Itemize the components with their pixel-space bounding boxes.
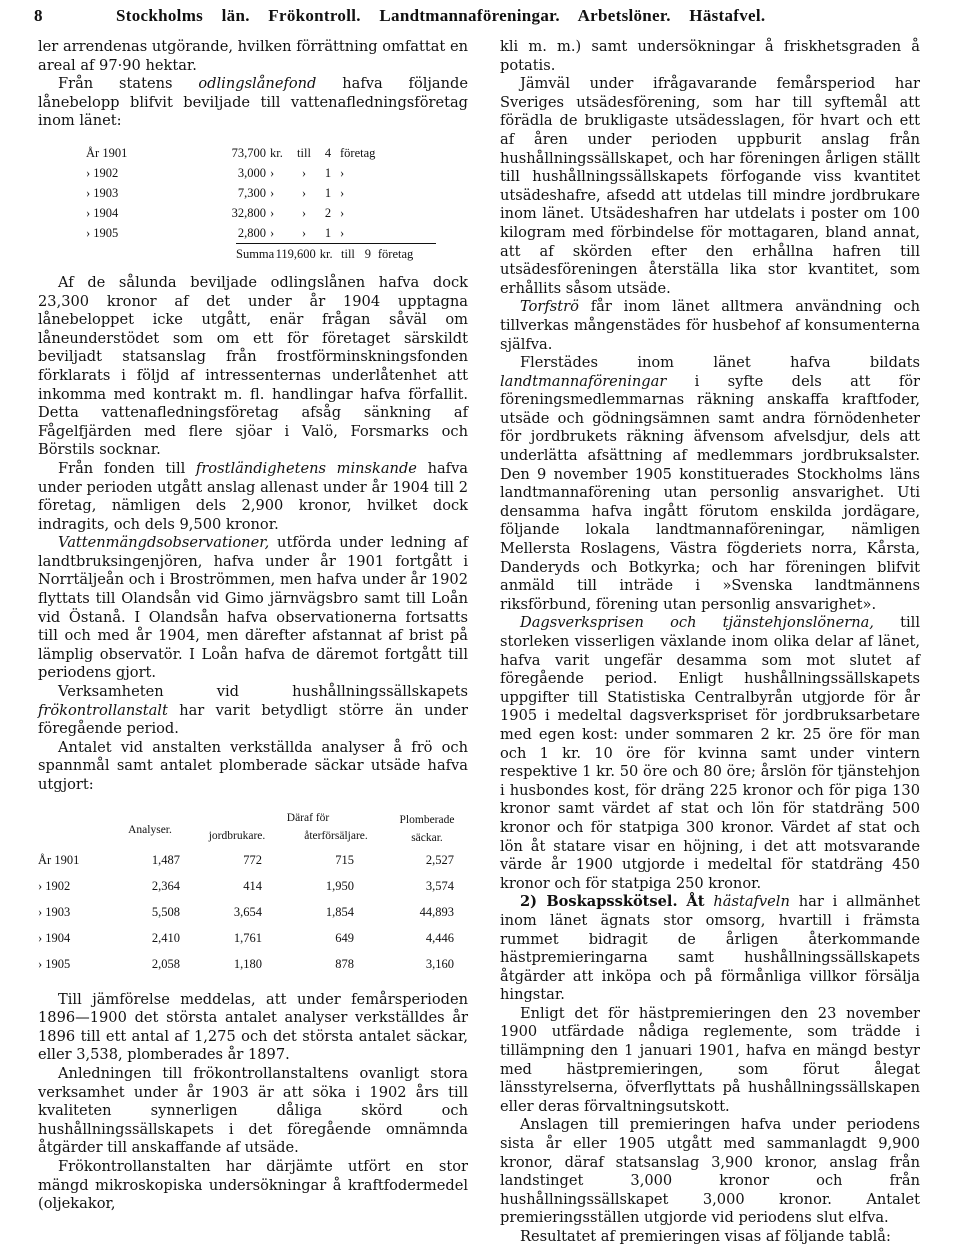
analysis-row: › 1904 2,410 1,761 649 4,446 [38, 930, 454, 945]
paragraph: Från statens odlingslånefond hafva följande lånebelopp blifvit beviljade till vattenafledningsföretag inom länet: [38, 75, 468, 130]
right-column [500, 38, 920, 1247]
analysis-row: › 1905 2,058 1,180 878 3,160 [38, 956, 454, 971]
col-plomberade: Plomberade säckar. [399, 813, 455, 845]
paragraph: kli m. m.) samt undersökningar å friskhetsgraden å potatis. [500, 38, 920, 74]
loan-row: År 1901 73,700 kr. till 4 företag [86, 145, 376, 160]
emphasis: landtmannaföreningar [500, 372, 667, 390]
page-number: 8 [34, 6, 43, 25]
emphasis: Vattenmängdsobservationer, [58, 534, 270, 552]
paragraph: Anledningen till frökontrollanstaltens ovanligt stora verksamhet under år 1903 är att söka i 1902 års till kvaliteten synnerligen dåliga skörd och hushållningssällskapets i det föregående omnämnda åtgärder till anskaffande af utsäde. [38, 1064, 468, 1157]
analysis-table-header [38, 809, 468, 847]
loan-row: › 1904 32,800 › › 2 › [86, 205, 345, 220]
analysis-row: › 1902 2,364 414 1,950 3,574 [38, 878, 454, 893]
loan-sum-row: Summa 119,600 kr. till 9 företag [236, 243, 436, 264]
emphasis: hästafveln [713, 893, 790, 911]
analysis-row: › 1903 5,508 3,654 1,854 44,893 [38, 904, 454, 919]
loan-row: › 1902 3,000 › › 1 › [86, 165, 345, 180]
analysis-table [38, 809, 468, 977]
analysis-row: År 1901 1,487 772 715 2,527 [38, 852, 454, 867]
paragraph: Verksamheten vid hushållningssällskapets frökontrollanstalt har varit betydligt större än under föregående period. [38, 683, 468, 738]
paragraph: Af de sålunda beviljade odlingslånen hafva dock 23,300 kronor af det under år 1904 upptagna lånebeloppet icke utgått, enär frågan såväl om låneunderstödet som om ett för företaget särskildt beviljadt statsanslag från frostförminskningsfonden förklarats i följd af intressenternas underlåtenhet att inkomma med kontrakt m. fl. handlingar hafva förfallit. Detta vattenafledningsföretag afsåg sänkning af Fågelfjärden med flere sjöar i Valö, Forsmarks och Börstils socknar. [38, 273, 468, 459]
paragraph: Antalet vid anstalten verkställda analyser å frö och spannmål samt antalet plomberade säckar utsäde hafva utgjort: [38, 738, 468, 793]
paragraph: Vattenmängdsobservationer, utförda under ledning af landtbruksingenjören, hafva under år 1901 fortgått i Norrtäljeån och i Broströmmen, men hafva under år 1902 flyttats till Olandsån vid Gimo järnvägsbro samt till Loån vid Östanå. I Olandsån hafva observationerna fortsatts till och med år 1904, men därefter afstannat af brist på lämplig observatör. I Loån hafva de däremot fortgått till periodens gjort. [38, 534, 468, 682]
loan-table [86, 143, 468, 264]
section-heading: 2) Boskapsskötsel. [520, 893, 678, 911]
paragraph: ler arrendenas utgörande, hvilken förrättning omfattat en areal af 97·90 hektar. [38, 38, 468, 74]
col-analyser: Analyser. [128, 823, 172, 836]
paragraph: Från fonden till frostländighetens minskande hafva under perioden utgått anslag allenast under år 1904 till 2 företag, nämligen dels 2,900 kronor, hvilket dock indragits, och dels 9,500 kronor. [38, 459, 469, 533]
col-daraf: Däraf för [286, 811, 330, 824]
emphasis: frökontrollanstalt [38, 701, 168, 719]
paragraph: Resultatet af premieringen visas af följande tablå: [520, 1228, 891, 1245]
emphasis: odlingslånefond [198, 75, 317, 93]
paragraph: Flerstädes inom länet hafva bildats landtmannaföreningar i syfte dels att för föreningsmedlemmarnas räkning anskaffa kraftfoder, utsäde och gödningsämnen samt andra förnödenheter för jordbrukets räkning äfvensom afvelsdjur, dels att underlätta afsättning af medlemmars jordbruksalster. Den 9 november 1905 konstituerades Stockholms läns landtmannaförening utan personlig ansvarighet. Uti densamma hafva ingått förutom enskilda jordägare, följande lokala landtmannaföreningar, nämligen Mellersta Roslagens, Västra fögderiets norra, Kårsta, Danderyds och Botkyrka; och har föreningen blifvit anmäld till inträde i »Svenska landtmännens riksförbund, förening utan personlig ansvarighet». [500, 354, 920, 613]
paragraph: Anslagen till premieringen hafva under periodens sista år eller 1905 utgått med sammanlagdt 9,900 kronor, däraf statsanslag 3,900 kronor, anslag från landstinget 3,000 kronor och från hushållningssällskapet 3,000 kronor. Antalet premieringsställen utgjorde vid periodens slut elfva. [500, 1116, 920, 1227]
paragraph: Frökontrollanstalten har därjämte utfört en stor mängd mikroskopiska undersökningar å kraftfodermedel (oljekakor, [38, 1157, 468, 1213]
col-aterforsaljare: återförsäljare. [304, 829, 368, 842]
loan-row: › 1905 2,800 › › 1 › [86, 225, 345, 240]
paragraph: 2) Boskapsskötsel. Åt hästafveln har i allmänhet inom länet ägnats stor omsorg, hvartill i främsta rummet bidragit de årligen återkommande hästpremieringarna samt hushållningssällskapets åtgärder att inköpa och på förmånliga villkor försälja hingstar. [500, 893, 921, 1004]
paragraph: Jämväl under ifrågavarande femårsperiod har Sveriges utsädesförening, som har till syftemål att förädla de brukligaste utsädesslagen, för hvart och ett af åren under perioden uppburit anslag från hushållningssällskapet, och har föreningen årligen ställt till hushållningssällskapets förfogande viss kvantitet utsädeshafre, afsedd att utdelas till mindre jordbrukare inom länet. Utsädeshafren har utdelats i poster om 100 kilogram med förbindelse för mottagaren, bland annat, att af skörden efter den erhållna hafren till utsädesföreningen återställa lika stor kvantitet, som erhållits såsom utsäde. [500, 75, 920, 297]
paragraph: Torfströ får inom länet alltmera användning och tillverkas mångenstädes för husbehof af konsumenterna själfva. [500, 298, 920, 353]
emphasis: Dagsverksprisen och tjänstehjonslönerna, [520, 614, 874, 632]
page-header [34, 6, 944, 30]
paragraph: Dagsverksprisen och tjänstehjonslönerna, till storleken visserligen växlande inom olika delar af länet, hafva varit ungefär desamma som mot slutet af föregående period. Enligt hushållningssällskapets uppgifter till Statistiska Centralbyrån utgjorde för år 1905 i medeltal dagsverkspriset för jordbruksarbetare med egen kost: under sommaren 2 kr. 25 öre för man och 1 kr. 10 öre för kvinna samt under vintern respektive 1 kr. 50 öre och 80 öre; årslön för tjänstehjon i husbondes kost, för dräng 225 kronor och för piga 130 kronor samt värdet af stat och lön för statdräng 500 kronor och för statpiga 300 kronor. Värdet af stat och lön åt statare visar en höjning, i det att motsvarande värde år 1900 utgjorde i medeltal för statdräng 450 kronor och för statpiga 250 kronor. [500, 614, 920, 892]
paragraph: Till jämförelse meddelas, att under femårsperioden 1896—1900 det största antalet analyser verkställdes år 1896 till ett antal af 1,275 och det största antalet säckar, eller 3,538, plomberades år 1897. [38, 990, 468, 1064]
emphasis: Torfströ [520, 298, 579, 316]
paragraph: Enligt det för hästpremieringen den 23 november 1900 utfärdade nådiga reglemente, som trädde i tillämpning den 1 januari 1901, hafva en mängd bestyr med hästpremieringen, som förut ålegat länsstyrelserna, öfverflyttats på hushållningssällskapen eller deras förvaltningsutskott. [500, 1004, 920, 1115]
running-title: Stockholms län. Frökontroll. Landtmannaföreningar. Arbetslöner. Hästafvel. [116, 6, 766, 25]
emphasis: frostländighetens minskande [195, 459, 417, 477]
left-column [38, 38, 468, 1214]
col-jordbrukare: jordbrukare. [208, 829, 266, 842]
loan-row: › 1903 7,300 › › 1 › [86, 185, 345, 200]
